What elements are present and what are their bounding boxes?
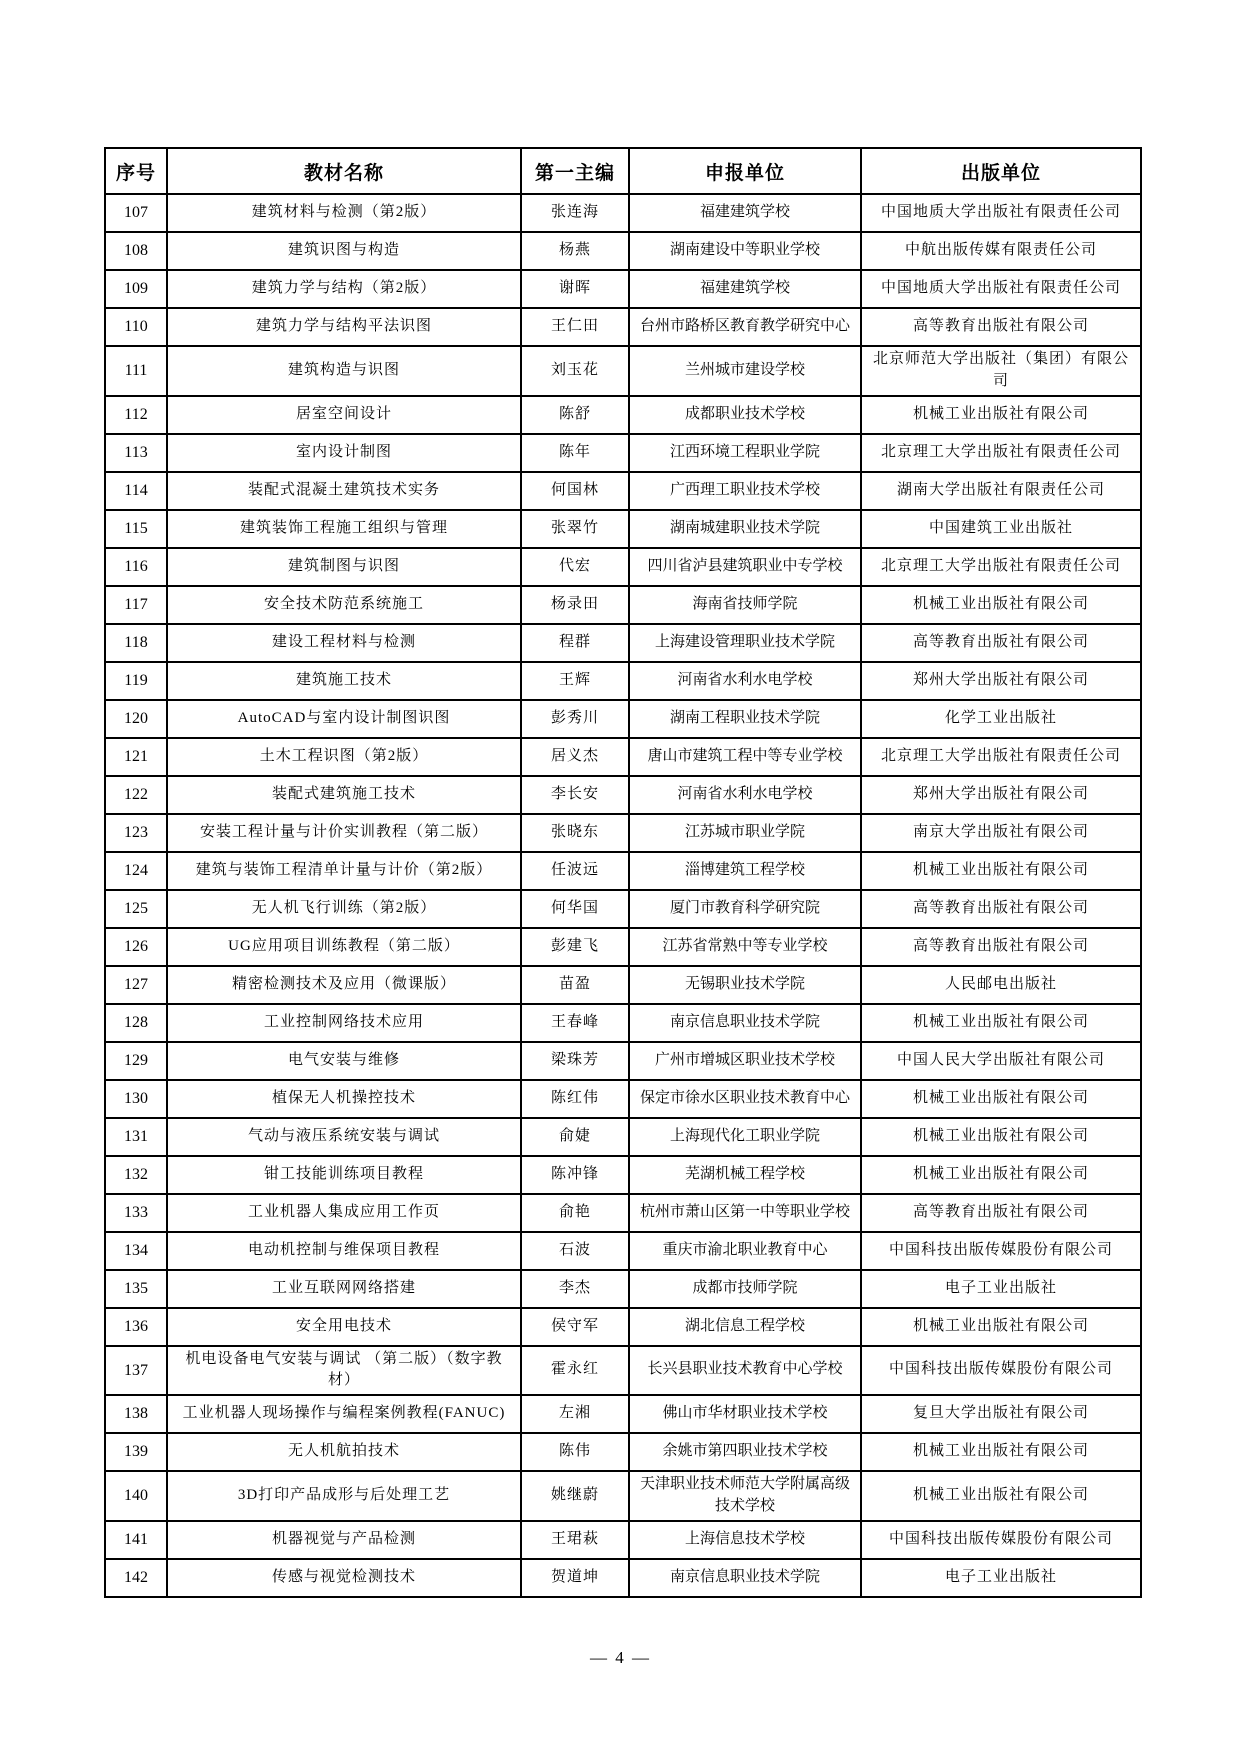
cell-textbook-title: 精密检测技术及应用（微课版）	[167, 966, 521, 1004]
cell-publisher: 电子工业出版社	[861, 1270, 1141, 1308]
cell-first-editor: 张连海	[521, 194, 629, 232]
cell-publisher: 高等教育出版社有限公司	[861, 624, 1141, 662]
cell-applicant-unit: 上海现代化工职业学院	[629, 1118, 861, 1156]
cell-publisher: 北京理工大学出版社有限责任公司	[861, 548, 1141, 586]
cell-publisher: 中国地质大学出版社有限责任公司	[861, 270, 1141, 308]
column-header-textbook-title: 教材名称	[167, 148, 521, 194]
cell-applicant-unit: 兰州城市建设学校	[629, 346, 861, 396]
cell-publisher: 高等教育出版社有限公司	[861, 890, 1141, 928]
cell-serial-number: 107	[105, 194, 167, 232]
table-row	[105, 928, 1141, 966]
cell-serial-number: 119	[105, 662, 167, 700]
table-row	[105, 232, 1141, 270]
cell-publisher: 人民邮电出版社	[861, 966, 1141, 1004]
cell-publisher: 中国科技出版传媒股份有限公司	[861, 1232, 1141, 1270]
cell-textbook-title: 建筑识图与构造	[167, 232, 521, 270]
cell-publisher: 郑州大学出版社有限公司	[861, 662, 1141, 700]
table-row	[105, 1118, 1141, 1156]
cell-applicant-unit: 湖南城建职业技术学院	[629, 510, 861, 548]
cell-textbook-title: 电气安装与维修	[167, 1042, 521, 1080]
cell-serial-number: 109	[105, 270, 167, 308]
cell-textbook-title: 工业机器人现场操作与编程案例教程(FANUC)	[167, 1395, 521, 1433]
table-row	[105, 308, 1141, 346]
cell-applicant-unit: 唐山市建筑工程中等专业学校	[629, 738, 861, 776]
cell-first-editor: 王辉	[521, 662, 629, 700]
cell-publisher: 机械工业出版社有限公司	[861, 1156, 1141, 1194]
cell-publisher: 复旦大学出版社有限公司	[861, 1395, 1141, 1433]
table-row	[105, 1395, 1141, 1433]
cell-textbook-title: 建设工程材料与检测	[167, 624, 521, 662]
cell-first-editor: 王春峰	[521, 1004, 629, 1042]
cell-first-editor: 王仁田	[521, 308, 629, 346]
cell-first-editor: 贺道坤	[521, 1559, 629, 1597]
cell-publisher: 中国科技出版传媒股份有限公司	[861, 1346, 1141, 1396]
cell-serial-number: 138	[105, 1395, 167, 1433]
cell-serial-number: 139	[105, 1433, 167, 1471]
cell-applicant-unit: 台州市路桥区教育教学研究中心	[629, 308, 861, 346]
cell-publisher: 高等教育出版社有限公司	[861, 1194, 1141, 1232]
cell-first-editor: 居义杰	[521, 738, 629, 776]
cell-applicant-unit: 湖南工程职业技术学院	[629, 700, 861, 738]
cell-publisher: 中国建筑工业出版社	[861, 510, 1141, 548]
cell-applicant-unit: 余姚市第四职业技术学校	[629, 1433, 861, 1471]
cell-publisher: 机械工业出版社有限公司	[861, 1080, 1141, 1118]
cell-serial-number: 126	[105, 928, 167, 966]
cell-applicant-unit: 江苏城市职业学院	[629, 814, 861, 852]
cell-publisher: 机械工业出版社有限公司	[861, 396, 1141, 434]
page-number: — 4 —	[590, 1648, 651, 1667]
table-row	[105, 1308, 1141, 1346]
table-body	[105, 194, 1141, 1597]
cell-serial-number: 124	[105, 852, 167, 890]
cell-serial-number: 116	[105, 548, 167, 586]
cell-applicant-unit: 杭州市萧山区第一中等职业学校	[629, 1194, 861, 1232]
cell-textbook-title: 钳工技能训练项目教程	[167, 1156, 521, 1194]
cell-serial-number: 130	[105, 1080, 167, 1118]
cell-textbook-title: 电动机控制与维保项目教程	[167, 1232, 521, 1270]
cell-publisher: 化学工业出版社	[861, 700, 1141, 738]
cell-applicant-unit: 江西环境工程职业学院	[629, 434, 861, 472]
cell-first-editor: 陈红伟	[521, 1080, 629, 1118]
table-row	[105, 396, 1141, 434]
cell-serial-number: 141	[105, 1521, 167, 1559]
cell-textbook-title: 安全技术防范系统施工	[167, 586, 521, 624]
cell-applicant-unit: 无锡职业技术学院	[629, 966, 861, 1004]
cell-publisher: 电子工业出版社	[861, 1559, 1141, 1597]
cell-publisher: 郑州大学出版社有限公司	[861, 776, 1141, 814]
cell-first-editor: 张晓东	[521, 814, 629, 852]
cell-textbook-title: 安装工程计量与计价实训教程（第二版）	[167, 814, 521, 852]
cell-publisher: 北京理工大学出版社有限责任公司	[861, 434, 1141, 472]
cell-applicant-unit: 南京信息职业技术学院	[629, 1559, 861, 1597]
table-row	[105, 1559, 1141, 1597]
cell-serial-number: 142	[105, 1559, 167, 1597]
cell-serial-number: 118	[105, 624, 167, 662]
cell-first-editor: 陈舒	[521, 396, 629, 434]
cell-publisher: 高等教育出版社有限公司	[861, 928, 1141, 966]
cell-publisher: 机械工业出版社有限公司	[861, 1433, 1141, 1471]
cell-textbook-title: 无人机飞行训练（第2版）	[167, 890, 521, 928]
table-row	[105, 662, 1141, 700]
table-row	[105, 472, 1141, 510]
table-row	[105, 1156, 1141, 1194]
cell-textbook-title: 建筑制图与识图	[167, 548, 521, 586]
cell-textbook-title: 安全用电技术	[167, 1308, 521, 1346]
cell-textbook-title: 工业机器人集成应用工作页	[167, 1194, 521, 1232]
cell-first-editor: 陈冲锋	[521, 1156, 629, 1194]
cell-first-editor: 俞艳	[521, 1194, 629, 1232]
table-row	[105, 434, 1141, 472]
table-row	[105, 814, 1141, 852]
table-row	[105, 624, 1141, 662]
cell-first-editor: 代宏	[521, 548, 629, 586]
cell-first-editor: 姚继蔚	[521, 1471, 629, 1521]
cell-textbook-title: 建筑材料与检测（第2版）	[167, 194, 521, 232]
cell-applicant-unit: 成都市技师学院	[629, 1270, 861, 1308]
cell-textbook-title: 机电设备电气安装与调试 （第二版）（数字教材）	[167, 1346, 521, 1396]
table-row	[105, 1471, 1141, 1521]
cell-serial-number: 125	[105, 890, 167, 928]
cell-first-editor: 何华国	[521, 890, 629, 928]
table-row	[105, 1433, 1141, 1471]
cell-serial-number: 133	[105, 1194, 167, 1232]
cell-serial-number: 132	[105, 1156, 167, 1194]
cell-serial-number: 113	[105, 434, 167, 472]
cell-publisher: 高等教育出版社有限公司	[861, 308, 1141, 346]
cell-first-editor: 谢晖	[521, 270, 629, 308]
cell-applicant-unit: 佛山市华材职业技术学校	[629, 1395, 861, 1433]
cell-serial-number: 123	[105, 814, 167, 852]
cell-textbook-title: 室内设计制图	[167, 434, 521, 472]
table-header-row	[105, 148, 1141, 194]
cell-publisher: 北京师范大学出版社（集团）有限公司	[861, 346, 1141, 396]
cell-textbook-title: 工业互联网网络搭建	[167, 1270, 521, 1308]
column-header-first-editor: 第一主编	[521, 148, 629, 194]
cell-applicant-unit: 成都职业技术学校	[629, 396, 861, 434]
textbook-list-table	[104, 147, 1142, 1598]
table-header	[105, 148, 1141, 194]
cell-first-editor: 何国林	[521, 472, 629, 510]
cell-serial-number: 140	[105, 1471, 167, 1521]
cell-applicant-unit: 厦门市教育科学研究院	[629, 890, 861, 928]
table-row	[105, 1080, 1141, 1118]
cell-textbook-title: 机器视觉与产品检测	[167, 1521, 521, 1559]
cell-publisher: 南京大学出版社有限公司	[861, 814, 1141, 852]
cell-publisher: 机械工业出版社有限公司	[861, 1118, 1141, 1156]
cell-textbook-title: 土木工程识图（第2版）	[167, 738, 521, 776]
table-row	[105, 270, 1141, 308]
cell-textbook-title: 传感与视觉检测技术	[167, 1559, 521, 1597]
cell-first-editor: 刘玉花	[521, 346, 629, 396]
cell-serial-number: 112	[105, 396, 167, 434]
cell-textbook-title: UG应用项目训练教程（第二版）	[167, 928, 521, 966]
cell-applicant-unit: 南京信息职业技术学院	[629, 1004, 861, 1042]
cell-first-editor: 彭建飞	[521, 928, 629, 966]
cell-first-editor: 李杰	[521, 1270, 629, 1308]
table-row	[105, 1232, 1141, 1270]
table-row	[105, 1004, 1141, 1042]
table-row	[105, 548, 1141, 586]
cell-textbook-title: 工业控制网络技术应用	[167, 1004, 521, 1042]
cell-first-editor: 侯守军	[521, 1308, 629, 1346]
cell-serial-number: 128	[105, 1004, 167, 1042]
cell-first-editor: 李长安	[521, 776, 629, 814]
cell-textbook-title: 建筑构造与识图	[167, 346, 521, 396]
table-row	[105, 1521, 1141, 1559]
cell-applicant-unit: 淄博建筑工程学校	[629, 852, 861, 890]
cell-first-editor: 石波	[521, 1232, 629, 1270]
table-row	[105, 776, 1141, 814]
cell-publisher: 湖南大学出版社有限责任公司	[861, 472, 1141, 510]
cell-first-editor: 张翠竹	[521, 510, 629, 548]
cell-first-editor: 苗盈	[521, 966, 629, 1004]
table-row	[105, 738, 1141, 776]
cell-first-editor: 梁珠芳	[521, 1042, 629, 1080]
cell-first-editor: 俞婕	[521, 1118, 629, 1156]
cell-applicant-unit: 江苏省常熟中等专业学校	[629, 928, 861, 966]
cell-serial-number: 136	[105, 1308, 167, 1346]
cell-first-editor: 霍永红	[521, 1346, 629, 1396]
cell-textbook-title: 建筑装饰工程施工组织与管理	[167, 510, 521, 548]
table-row	[105, 510, 1141, 548]
cell-applicant-unit: 保定市徐水区职业技术教育中心	[629, 1080, 861, 1118]
column-header-publisher: 出版单位	[861, 148, 1141, 194]
cell-serial-number: 120	[105, 700, 167, 738]
cell-applicant-unit: 重庆市渝北职业教育中心	[629, 1232, 861, 1270]
cell-first-editor: 杨录田	[521, 586, 629, 624]
cell-first-editor: 杨燕	[521, 232, 629, 270]
cell-applicant-unit: 湖北信息工程学校	[629, 1308, 861, 1346]
table-row	[105, 346, 1141, 396]
table-row	[105, 890, 1141, 928]
table-row	[105, 1194, 1141, 1232]
cell-publisher: 北京理工大学出版社有限责任公司	[861, 738, 1141, 776]
cell-textbook-title: 3D打印产品成形与后处理工艺	[167, 1471, 521, 1521]
cell-publisher: 中航出版传媒有限责任公司	[861, 232, 1141, 270]
cell-serial-number: 129	[105, 1042, 167, 1080]
cell-textbook-title: 植保无人机操控技术	[167, 1080, 521, 1118]
cell-serial-number: 127	[105, 966, 167, 1004]
cell-first-editor: 陈伟	[521, 1433, 629, 1471]
table-row	[105, 1346, 1141, 1396]
table-row	[105, 586, 1141, 624]
cell-applicant-unit: 四川省泸县建筑职业中专学校	[629, 548, 861, 586]
cell-first-editor: 任波远	[521, 852, 629, 890]
cell-publisher: 机械工业出版社有限公司	[861, 1004, 1141, 1042]
cell-applicant-unit: 湖南建设中等职业学校	[629, 232, 861, 270]
cell-textbook-title: 建筑施工技术	[167, 662, 521, 700]
table-row	[105, 700, 1141, 738]
cell-publisher: 中国人民大学出版社有限公司	[861, 1042, 1141, 1080]
cell-serial-number: 114	[105, 472, 167, 510]
cell-textbook-title: 建筑与装饰工程清单计量与计价（第2版）	[167, 852, 521, 890]
column-header-applicant-unit: 申报单位	[629, 148, 861, 194]
cell-textbook-title: 居室空间设计	[167, 396, 521, 434]
cell-publisher: 中国科技出版传媒股份有限公司	[861, 1521, 1141, 1559]
table-row	[105, 194, 1141, 232]
table-row	[105, 852, 1141, 890]
cell-serial-number: 134	[105, 1232, 167, 1270]
cell-applicant-unit: 河南省水利水电学校	[629, 776, 861, 814]
cell-applicant-unit: 广西理工职业技术学校	[629, 472, 861, 510]
cell-serial-number: 108	[105, 232, 167, 270]
cell-first-editor: 陈年	[521, 434, 629, 472]
cell-textbook-title: 装配式建筑施工技术	[167, 776, 521, 814]
cell-serial-number: 121	[105, 738, 167, 776]
cell-serial-number: 137	[105, 1346, 167, 1396]
cell-serial-number: 110	[105, 308, 167, 346]
cell-applicant-unit: 长兴县职业技术教育中心学校	[629, 1346, 861, 1396]
cell-applicant-unit: 上海建设管理职业技术学院	[629, 624, 861, 662]
cell-applicant-unit: 福建建筑学校	[629, 270, 861, 308]
cell-applicant-unit: 广州市增城区职业技术学校	[629, 1042, 861, 1080]
cell-applicant-unit: 上海信息技术学校	[629, 1521, 861, 1559]
cell-textbook-title: 装配式混凝土建筑技术实务	[167, 472, 521, 510]
cell-applicant-unit: 海南省技师学院	[629, 586, 861, 624]
cell-textbook-title: 建筑力学与结构（第2版）	[167, 270, 521, 308]
cell-publisher: 机械工业出版社有限公司	[861, 586, 1141, 624]
cell-publisher: 机械工业出版社有限公司	[861, 1308, 1141, 1346]
table-row	[105, 966, 1141, 1004]
cell-serial-number: 122	[105, 776, 167, 814]
cell-serial-number: 117	[105, 586, 167, 624]
cell-first-editor: 程群	[521, 624, 629, 662]
cell-serial-number: 131	[105, 1118, 167, 1156]
cell-serial-number: 135	[105, 1270, 167, 1308]
cell-textbook-title: 建筑力学与结构平法识图	[167, 308, 521, 346]
cell-textbook-title: AutoCAD与室内设计制图识图	[167, 700, 521, 738]
cell-first-editor: 左湘	[521, 1395, 629, 1433]
table-row	[105, 1042, 1141, 1080]
cell-applicant-unit: 福建建筑学校	[629, 194, 861, 232]
cell-serial-number: 115	[105, 510, 167, 548]
cell-applicant-unit: 芜湖机械工程学校	[629, 1156, 861, 1194]
cell-publisher: 机械工业出版社有限公司	[861, 852, 1141, 890]
table-row	[105, 1270, 1141, 1308]
cell-serial-number: 111	[105, 346, 167, 396]
cell-applicant-unit: 河南省水利水电学校	[629, 662, 861, 700]
cell-applicant-unit: 天津职业技术师范大学附属高级技术学校	[629, 1471, 861, 1521]
column-header-serial: 序号	[105, 148, 167, 194]
cell-textbook-title: 气动与液压系统安装与调试	[167, 1118, 521, 1156]
cell-first-editor: 王珺萩	[521, 1521, 629, 1559]
cell-textbook-title: 无人机航拍技术	[167, 1433, 521, 1471]
cell-publisher: 机械工业出版社有限公司	[861, 1471, 1141, 1521]
cell-publisher: 中国地质大学出版社有限责任公司	[861, 194, 1141, 232]
cell-first-editor: 彭秀川	[521, 700, 629, 738]
